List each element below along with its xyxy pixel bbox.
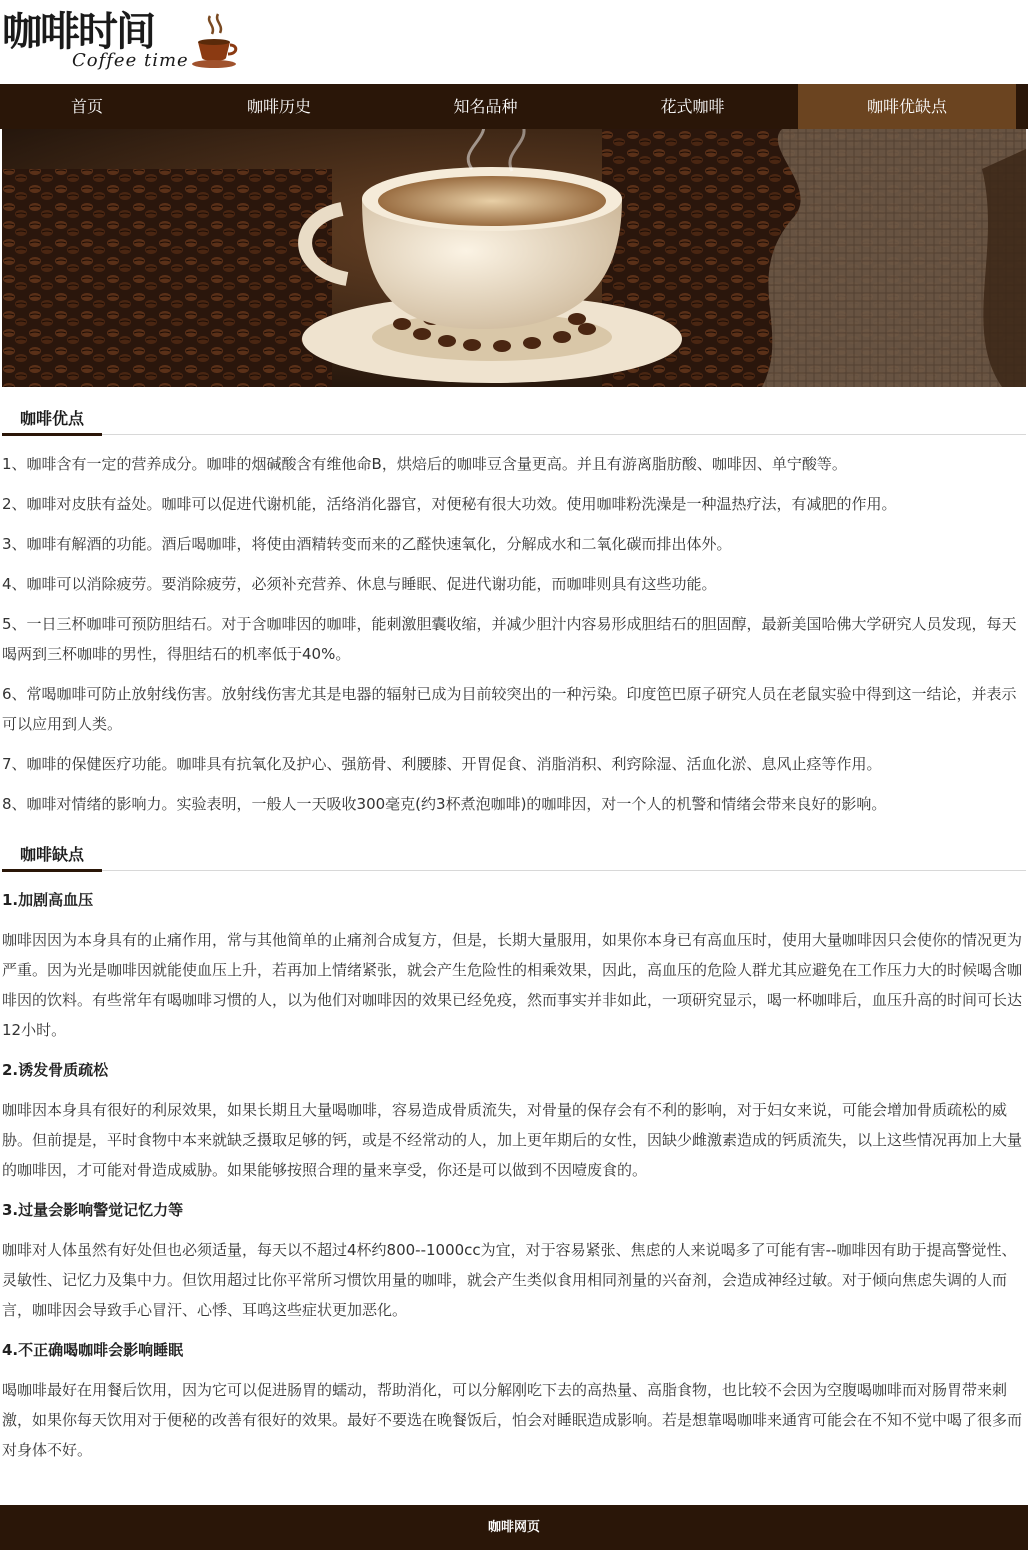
pros-item: 8、咖啡对情绪的影响力。实验表明，一般人一天吸收300毫克(约3杯煮泡咖啡)的咖啡因，对一个人的机警和情绪会带来良好的影响。 — [2, 795, 887, 813]
cons-list — [0, 885, 1028, 1465]
footer-text: 咖啡网页 — [487, 1520, 540, 1535]
footer — [0, 1505, 1028, 1550]
pros-item: 3、咖啡有解酒的功能。酒后喝咖啡，将使由酒精转变而来的乙醛快速氧化，分解成水和二氧化碳而排出体外。 — [2, 535, 732, 553]
logo-title-cn: 咖啡时间 — [2, 8, 154, 55]
coffee-cup-icon — [188, 12, 240, 72]
nav-item-varieties[interactable]: 知名品种 — [453, 97, 518, 116]
main-content — [0, 387, 1028, 1465]
coffee-banner-illustration — [2, 129, 1026, 387]
header — [0, 0, 1028, 84]
pros-section-header — [2, 387, 1026, 435]
cons-item-text: 喝咖啡最好在用餐后饮用，因为它可以促进肠胃的蠕动，帮助消化，可以分解刚吃下去的高热量、高脂食物，也比较不会因为空腹喝咖啡而对肠胃带来刺激，如果你每天饮用对于便秘的改善有很好的效果。最好不要选在晚餐饭后，怕会对睡眠造成影响。若是想靠喝咖啡来通宵可能会在不知不觉中喝了很多而对身体不好。 — [2, 1381, 1023, 1459]
pros-item: 6、常喝咖啡可防止放射线伤害。放射线伤害尤其是电器的辐射已成为目前较突出的一种污染。印度笆巴原子研究人员在老鼠实验中得到这一结论，并表示可以应用到人类。 — [2, 685, 1017, 733]
cons-item-text: 咖啡因因为本身具有的止痛作用，常与其他简单的止痛剂合成复方，但是，长期大量服用，如果你本身已有高血压时，使用大量咖啡因只会使你的情况更为严重。因为光是咖啡因就能使血压上升，若再加上情绪紧张，就会产生危险性的相乘效果，因此，高血压的危险人群尤其应避免在工作压力大的时候喝含咖啡因的饮料。有些常年有喝咖啡习惯的人，以为他们对咖啡因的效果已经免疫，然而事实并非如此，一项研究显示，喝一杯咖啡后，血压升高的时间可长达12小时。 — [2, 931, 1023, 1039]
pros-item: 5、一日三杯咖啡可预防胆结石。对于含咖啡因的咖啡，能刺激胆囊收缩，并减少胆汁内容易形成胆结石的胆固醇，最新美国哈佛大学研究人员发现，每天喝两到三杯咖啡的男性，得胆结石的机率低于40%。 — [2, 615, 1017, 663]
main-nav — [0, 84, 1028, 129]
pros-item: 1、咖啡含有一定的营养成分。咖啡的烟碱酸含有维他命B，烘焙后的咖啡豆含量更高。并且有游离脂肪酸、咖啡因、单宁酸等。 — [2, 455, 847, 473]
nav-item-history[interactable]: 咖啡历史 — [246, 97, 311, 116]
cons-item-heading: 2.诱发骨质疏松 — [2, 1061, 109, 1079]
cons-item-heading: 4.不正确喝咖啡会影响睡眠 — [2, 1341, 184, 1359]
banner-image — [2, 129, 1026, 387]
cons-item-text: 咖啡对人体虽然有好处但也必须适量，每天以不超过4杯约800--1000cc为宜，对于容易紧张、焦虑的人来说喝多了可能有害--咖啡因有助于提高警觉性、灵敏性、记忆力及集中力。但饮用超过比你平常所习惯饮用量的咖啡，就会产生类似食用相同剂量的兴奋剂，会造成神经过敏。对于倾向焦虑失调的人而言，咖啡因会导致手心冒汗、心悸、耳鸣这些症状更加恶化。 — [2, 1241, 1017, 1319]
nav-item-pros-cons[interactable]: 咖啡优缺点 — [798, 84, 1016, 129]
cons-item-heading: 3.过量会影响警觉记忆力等 — [2, 1201, 184, 1219]
pros-section-title: 咖啡优点 — [2, 406, 102, 436]
nav-item-home[interactable]: 首页 — [70, 97, 103, 116]
pros-item: 2、咖啡对皮肤有益处。咖啡可以促进代谢机能，活络消化器官，对便秘有很大功效。使用咖啡粉洗澡是一种温热疗法，有减肥的作用。 — [2, 495, 897, 513]
pros-item: 4、咖啡可以消除疲劳。要消除疲劳，必须补充营养、休息与睡眠、促进代谢功能，而咖啡则具有这些功能。 — [2, 575, 717, 593]
nav-item-fancy-coffee[interactable]: 花式咖啡 — [660, 97, 725, 116]
cons-section-header — [2, 823, 1026, 871]
logo-title-en: Coffee time — [72, 50, 189, 71]
pros-list — [0, 449, 1028, 819]
cons-item-text: 咖啡因本身具有很好的利尿效果，如果长期且大量喝咖啡，容易造成骨质流失，对骨量的保存会有不利的影响，对于妇女来说，可能会增加骨质疏松的威胁。但前提是，平时食物中本来就缺乏摄取足够的钙，或是不经常动的人，加上更年期后的女性，因缺少雌激素造成的钙质流失，以上这些情况再加上大量的咖啡因，才可能对骨造成威胁。如果能够按照合理的量来享受，你还是可以做到不因噎废食的。 — [2, 1101, 1023, 1179]
cons-section-title: 咖啡缺点 — [2, 842, 102, 872]
site-logo[interactable] — [0, 8, 250, 76]
pros-item: 7、咖啡的保健医疗功能。咖啡具有抗氧化及护心、强筋骨、利腰膝、开胃促食、消脂消积、利窍除湿、活血化淤、息风止痉等作用。 — [2, 755, 882, 773]
cons-item-heading: 1.加剧高血压 — [2, 891, 94, 909]
